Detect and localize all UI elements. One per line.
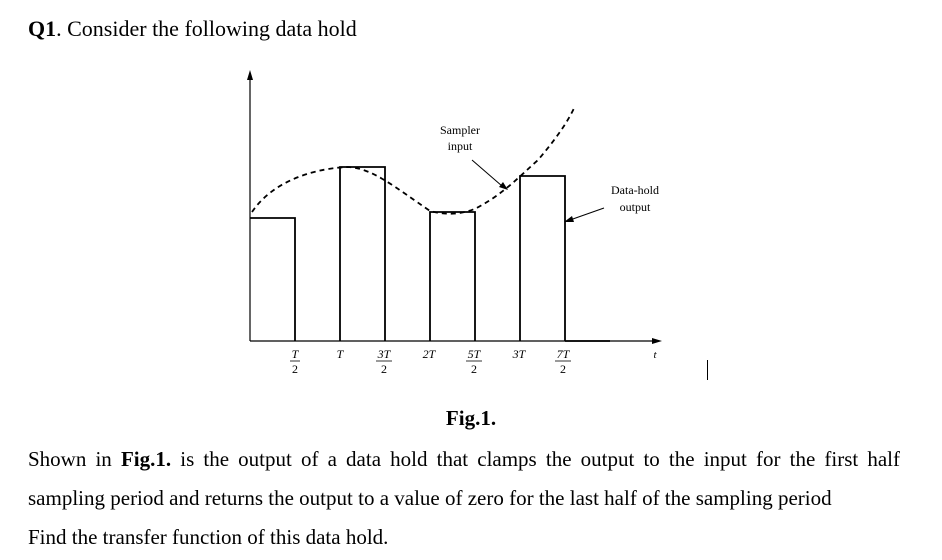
sampler-pointer-head <box>499 182 508 190</box>
tick-3T-half-num: 3T <box>377 347 391 361</box>
tick-7T-half-den: 2 <box>560 362 566 376</box>
tick-3T-half-den: 2 <box>381 362 387 376</box>
sampler-input-curve <box>252 106 575 214</box>
description-line1: Shown in Fig.1. is the output of a data hold that clamps the output to the input for the first half sampling period and returns the output to a value of zero for the last half of the sampling period <box>28 447 901 510</box>
tick-7T-half-num: 7T <box>556 347 570 361</box>
tick-2T: 2T <box>422 347 436 361</box>
tick-t: t <box>653 349 657 361</box>
datahold-pointer <box>570 208 604 220</box>
question-number: Q1 <box>28 16 57 41</box>
sampler-label-line1: Sampler <box>440 123 480 137</box>
datahold-label-line1: Data-hold <box>611 183 659 197</box>
x-axis-arrow <box>652 338 662 344</box>
figure-reference: Fig.1. <box>120 447 172 471</box>
sampler-label-line2: input <box>447 139 473 153</box>
description-paragraph <box>28 440 900 557</box>
data-hold-output <box>250 167 610 341</box>
tick-half-T-num: T <box>291 347 299 361</box>
description-line2: Find the transfer function of this data hold. <box>28 525 389 549</box>
datahold-label-line2: output <box>619 200 651 214</box>
tick-T: T <box>336 347 344 361</box>
y-axis-arrow <box>247 70 253 80</box>
tick-5T-half-num: 5T <box>467 347 481 361</box>
tick-5T-half-den: 2 <box>471 362 477 376</box>
question-text: . Consider the following data hold <box>56 16 357 41</box>
text-cursor <box>707 360 708 380</box>
figure-caption: Fig.1. <box>445 406 497 430</box>
tick-half-T-den: 2 <box>292 362 298 376</box>
sampler-pointer <box>472 160 502 186</box>
tick-3T: 3T <box>512 347 526 361</box>
